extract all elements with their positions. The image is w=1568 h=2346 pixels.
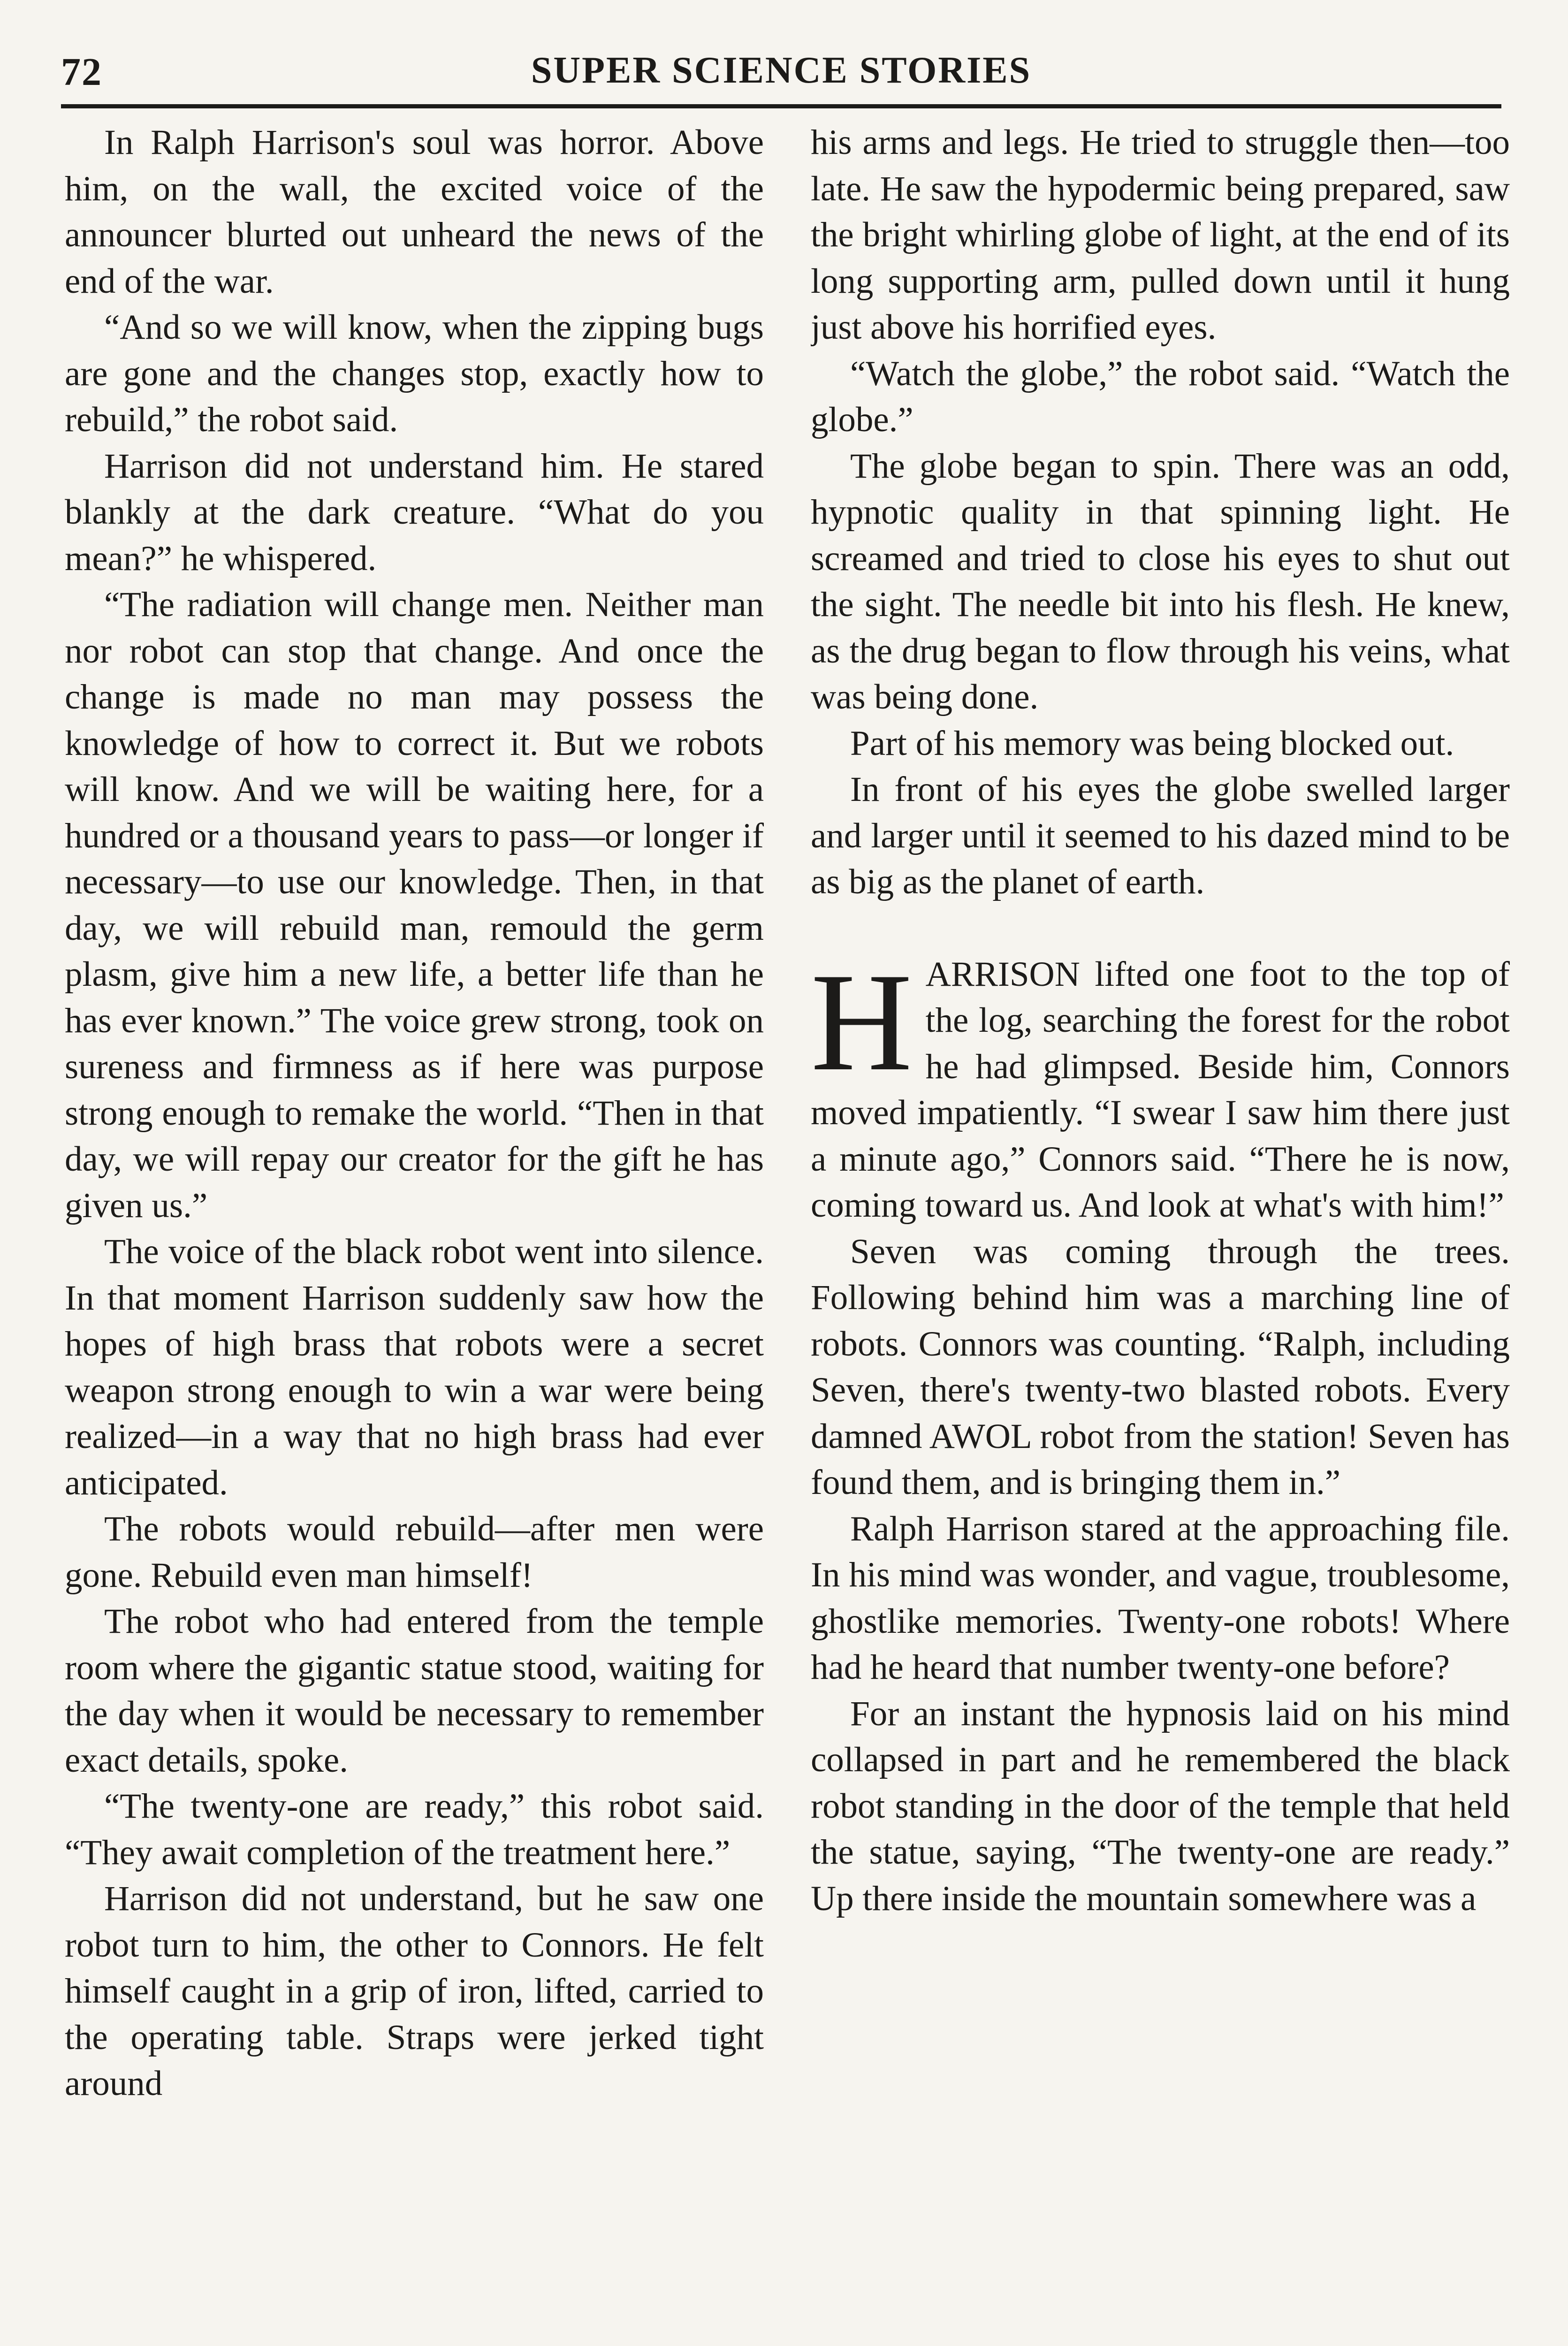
paragraph: The voice of the black robot went into silence. In that moment Harrison suddenly saw how the hopes of high brass that robots were a secret weapon strong enough to win a war were being realized—in a way that no high brass had ever anticipated. bbox=[65, 1232, 764, 1502]
drop-cap: H bbox=[811, 944, 913, 1100]
header-rule bbox=[61, 104, 1501, 108]
running-head: SUPER SCIENCE STORIES bbox=[531, 50, 1032, 91]
paragraph: Harrison did not understand him. He stared blankly at the dark creature. “What do you mean?” he whispered. bbox=[65, 446, 764, 578]
paragraph: For an instant the hypnosis laid on his mind collapsed in part and he remembered the black robot standing in the door of the temple that held the statue, saying, “The twenty-one are ready.” Up there inside the mountain somewhere was a bbox=[811, 1694, 1510, 1918]
paragraph: In Ralph Harrison's soul was horror. Above him, on the wall, the excited voice of the announcer blurted out unheard the news of the end of the war. bbox=[65, 123, 764, 301]
paragraph: In front of his eyes the globe swelled larger and larger until it seemed to his dazed mind to be as big as the planet of earth. bbox=[811, 770, 1510, 901]
paragraph: The robot who had entered from the temple room where the gigantic statue stood, waiting for the day when it would be necessary to remember exact details, spoke. bbox=[65, 1602, 764, 1780]
paragraph: Part of his memory was being blocked out. bbox=[850, 724, 1454, 763]
section-opening-paragraph bbox=[811, 944, 1510, 1229]
paragraph: “The twenty-one are ready,” this robot said. “They await completion of the treatment here.” bbox=[65, 1787, 764, 1872]
paragraph: The robots would rebuild—after men were gone. Rebuild even man himself! bbox=[65, 1509, 764, 1595]
paragraph: Harrison did not understand, but he saw one robot turn to him, the other to Connors. He felt himself caught in a grip of iron, lifted, carried to the operating table. Straps were jerked tight around bbox=[65, 1879, 764, 2103]
paragraph: Seven was coming through the trees. Following behind him was a marching line of robots. Connors was counting. “Ralph, including Seven, there's twenty-two blasted robots. Every damned AWOL robot from the station! Seven has found them, and is bringing them in.” bbox=[811, 1232, 1510, 1502]
paragraph: “And so we will know, when the zipping bugs are gone and the changes stop, exactly how to rebuild,” the robot said. bbox=[65, 308, 764, 439]
paragraph: Ralph Harrison stared at the approaching file. In his mind was wonder, and vague, troublesome, ghostlike memories. Twenty-one robots! Where had he heard that number twenty-one before? bbox=[811, 1509, 1510, 1687]
left-column bbox=[65, 120, 764, 2346]
paragraph: “The radiation will change men. Neither man nor robot can stop that change. And once the change is made no man may possess the knowledge of how to correct it. But we robots will know. And we will be waiting here, for a hundred or a thousand years to pass—or longer if necessary—to use our knowledge. Then, in that day, we will rebuild man, remould the germ plasm, give him a new life, a better life than he has ever known.” The voice grew strong, took on sureness and firmness as if here was purpose strong enough to remake the world. “Then in that day, we will repay our creator for the gift he has given us.” bbox=[65, 585, 764, 1225]
page-header bbox=[61, 45, 1501, 110]
continued-paragraph: his arms and legs. He tried to struggle then—too late. He saw the hypodermic being prepared, saw the bright whirling globe of light, at the end of its long supporting arm, pulled down until it hung just above his horrified eyes. bbox=[811, 123, 1510, 347]
page-number: 72 bbox=[61, 50, 102, 94]
paragraph: The globe began to spin. There was an odd, hypnotic quality in that spinning light. He screamed and tried to close his eyes to shut out the sight. The needle bit into his flesh. He knew, as the drug began to flow through his veins, what was being done. bbox=[811, 446, 1510, 716]
drop-cap-text: ARRISON lifted one foot to the top of the log, searching the forest for the robot he had glimpsed. Beside him, Connors moved impatiently. “I swear I saw him there just a minute ago,” Connors said. “There he is now, coming toward us. And look at what's with him!” bbox=[811, 954, 1510, 1225]
paragraph: “Watch the globe,” the robot said. “Watch the globe.” bbox=[811, 354, 1510, 439]
right-column bbox=[811, 120, 1510, 2346]
